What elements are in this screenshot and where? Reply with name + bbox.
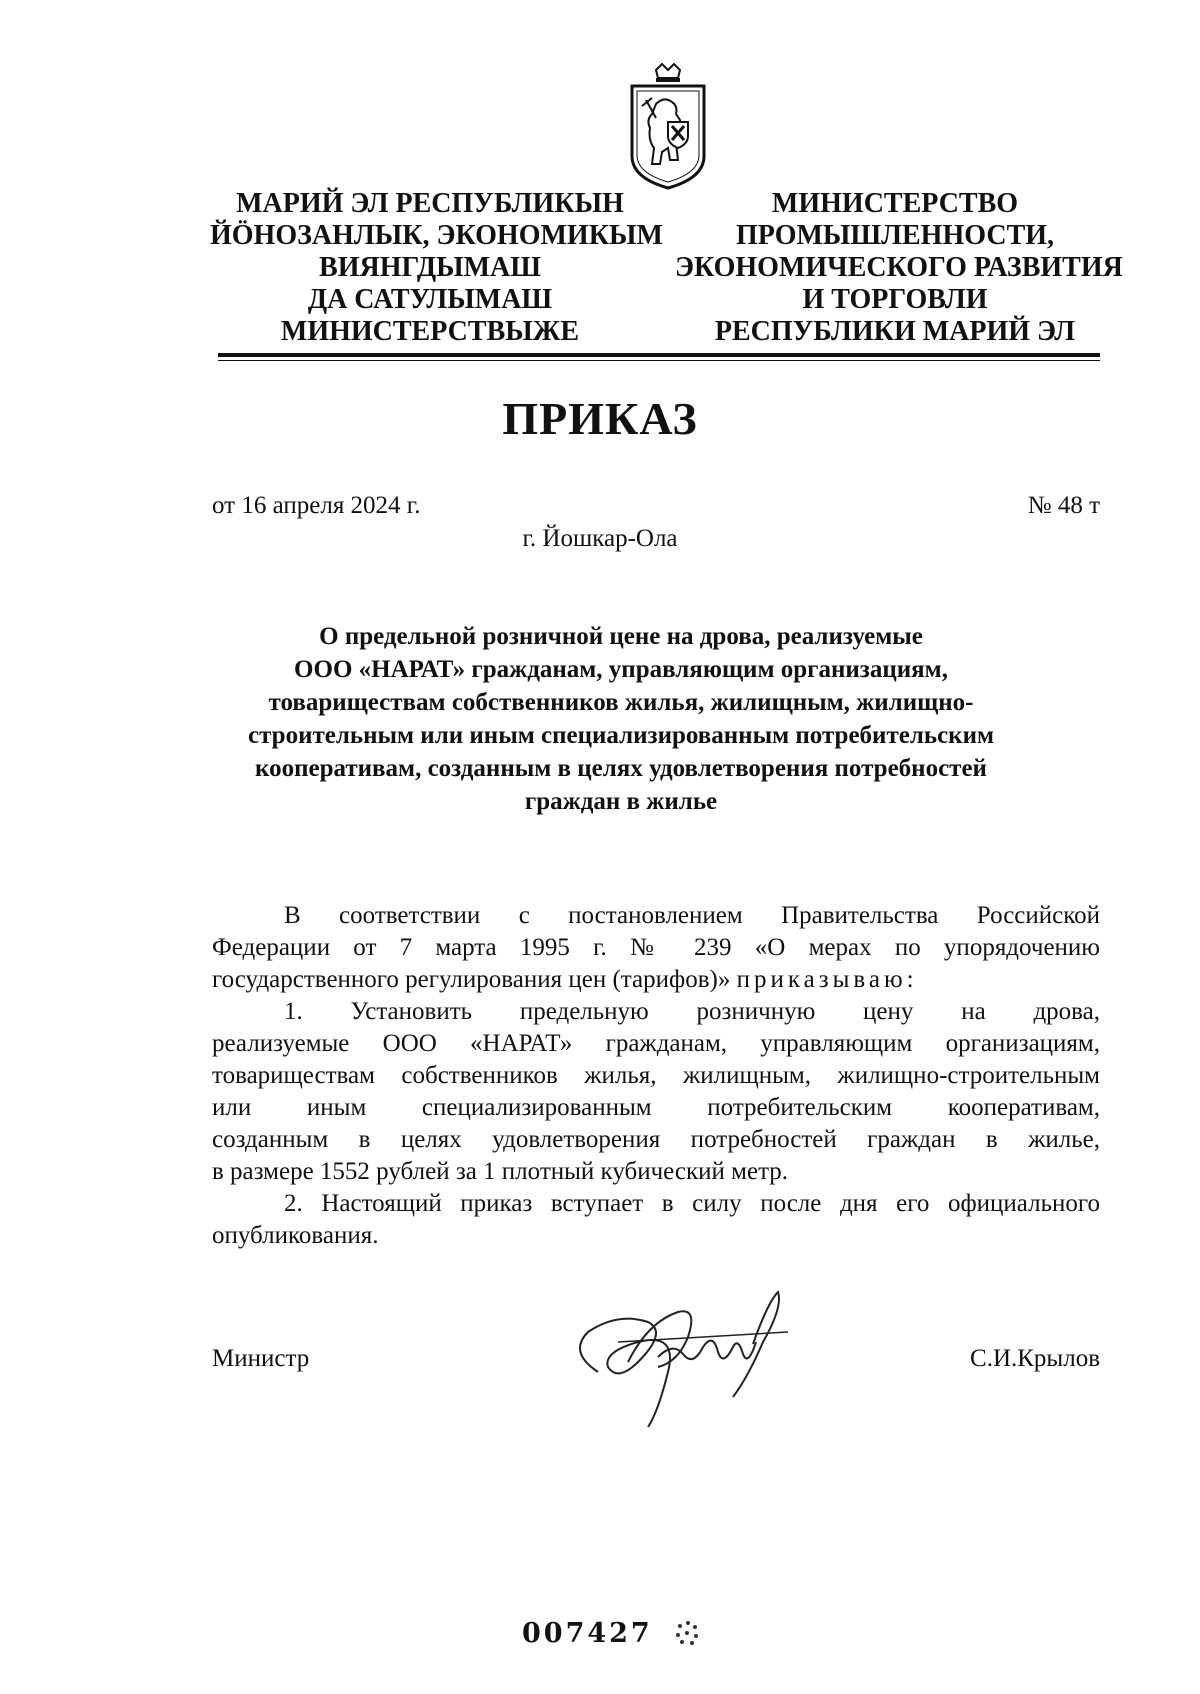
header-right-line: МИНИСТЕРСТВО bbox=[771, 188, 1019, 219]
body-line: В соответствии с постановлением Правительства Российской bbox=[284, 902, 1100, 929]
subject-line: ООО «НАРАТ» гражданам, управляющим организациям, bbox=[294, 656, 948, 683]
body-line: Федерации от 7 марта 1995 г. № 239 «О мерах по упорядочению bbox=[212, 934, 1100, 961]
header-right bbox=[675, 188, 1123, 348]
header-left-line: ДА САТУЛЫМАШ bbox=[307, 284, 553, 315]
header-left-line: ВИЯНГДЫМАШ bbox=[319, 252, 541, 283]
order-number: № 48 т bbox=[1027, 492, 1100, 519]
header-right-line: И ТОРГОВЛИ bbox=[802, 284, 988, 315]
body-line bbox=[212, 964, 1100, 996]
header-right-line: ЭКОНОМИЧЕСКОГО РАЗВИТИЯ bbox=[675, 252, 1123, 283]
handwritten-signature bbox=[558, 1282, 808, 1432]
document-serial: 007427 bbox=[522, 1618, 653, 1649]
order-word: приказываю: bbox=[736, 966, 918, 993]
subject-line: граждан в жилье bbox=[524, 788, 718, 815]
order-date: от 16 апреля 2024 г. bbox=[212, 492, 421, 519]
item2-line: опубликования. bbox=[212, 1222, 379, 1249]
item1-line: товариществам собственников жилья, жилищным, жилищно-строительным bbox=[212, 1062, 1100, 1089]
subject-line: строительным или иным специализированным потребительским bbox=[247, 722, 995, 749]
item1-line: в размере 1552 рублей за 1 плотный кубический метр. bbox=[212, 1158, 789, 1185]
header-right-line: РЕСПУБЛИКИ МАРИЙ ЭЛ bbox=[714, 316, 1076, 347]
header-right-line: ПРОМЫШЛЕННОСТИ, bbox=[735, 220, 1055, 251]
order-subject bbox=[240, 620, 1002, 818]
signer-name: С.И.Крылов bbox=[970, 1345, 1100, 1372]
item1-line: 1. Установить предельную розничную цену на дрова, bbox=[284, 998, 1100, 1025]
subject-line: кооперативам, созданным в целях удовлетворения потребностей bbox=[255, 755, 987, 782]
body-line-text: государственного регулирования цен (тарифов)» bbox=[212, 966, 731, 993]
header-left bbox=[210, 188, 663, 348]
item1-line: созданным в целях удовлетворения потребностей граждан в жилье, bbox=[212, 1126, 1100, 1153]
header-left-line: МИНИСТЕРСТВЫЖЕ bbox=[280, 316, 580, 347]
header-divider-thin bbox=[218, 360, 1100, 361]
subject-line: О предельной розничной цене на дрова, реализуемые bbox=[319, 623, 923, 650]
header-divider-thick bbox=[218, 353, 1100, 357]
signer-role: Министр bbox=[212, 1345, 310, 1372]
order-city: г. Йошкар-Ола bbox=[522, 525, 678, 552]
order-body bbox=[212, 900, 1100, 1252]
coat-of-arms-icon bbox=[626, 60, 710, 192]
item2-line: 2. Настоящий приказ вступает в силу после дня его официального bbox=[284, 1190, 1100, 1217]
header-left-line: ЙӦНОЗАНЛЫК, ЭКОНОМИКЫМ bbox=[210, 220, 663, 251]
document-title: ПРИКАЗ bbox=[502, 393, 698, 444]
dots-mark-icon bbox=[672, 1618, 702, 1648]
item1-line: или иным специализированным потребительским кооперативам, bbox=[212, 1094, 1100, 1121]
header-left-line: МАРИЙ ЭЛ РЕСПУБЛИКЫН bbox=[236, 188, 624, 219]
item1-line: реализуемые ООО «НАРАТ» гражданам, управляющим организациям, bbox=[212, 1030, 1100, 1057]
subject-line: товариществам собственников жилья, жилищным, жилищно- bbox=[268, 689, 974, 716]
